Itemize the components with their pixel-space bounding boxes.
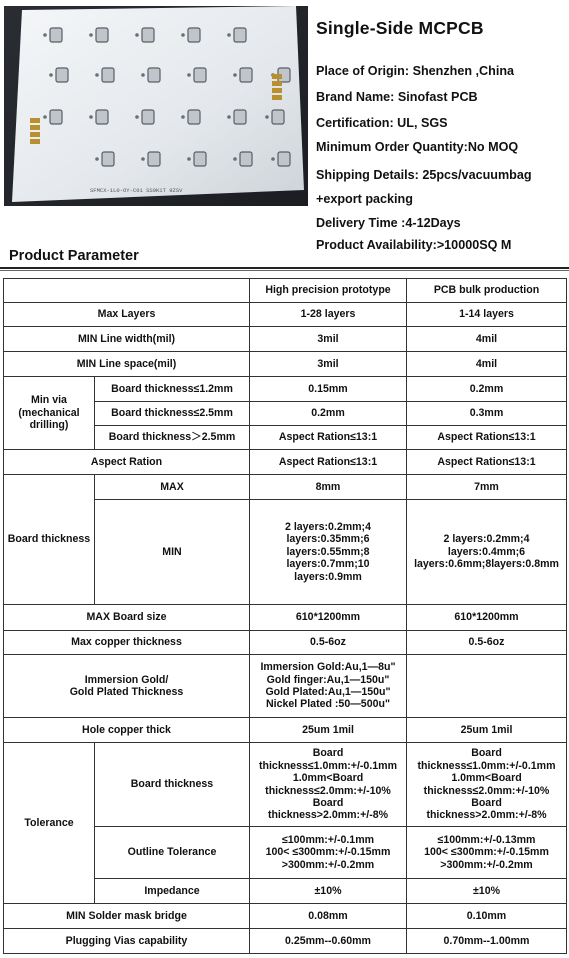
via-hole	[95, 157, 99, 161]
prototype-value: ±10%	[250, 879, 407, 904]
via-hole	[265, 115, 269, 119]
via-hole	[271, 157, 275, 161]
led-pad	[56, 68, 68, 82]
led-pad	[50, 110, 62, 124]
row-label: MIN Line space(mil)	[4, 352, 250, 377]
prototype-value: 3mil	[250, 352, 407, 377]
product-header	[0, 0, 569, 252]
prototype-value: Aspect Ration≤13:1	[250, 426, 407, 450]
via-hole	[227, 33, 231, 37]
value-line: layers:0.35mm;6	[286, 533, 370, 546]
spec-moq: Minimum Order Quantity:No MOQ	[316, 140, 519, 154]
pcb-product-image	[4, 6, 308, 206]
value-line: Board	[312, 796, 344, 809]
via-hole	[141, 73, 145, 77]
value-line: layers:0.9mm	[294, 570, 362, 583]
bulk-value	[407, 655, 567, 718]
spec-panel	[312, 6, 567, 252]
value-line: layers:0.7mm;10	[286, 558, 370, 571]
led-pad	[194, 68, 206, 82]
row-label	[4, 655, 250, 718]
table-row	[4, 655, 567, 718]
prototype-value: 0.5-6oz	[250, 631, 407, 655]
value-line: >300mm:+/-0.2mm	[281, 858, 375, 871]
prototype-value: 610*1200mm	[250, 605, 407, 631]
value-line: layers:0.4mm;6	[447, 545, 526, 558]
via-hole	[89, 33, 93, 37]
led-pad	[188, 28, 200, 42]
value-line: 100< ≤300mm:+/-0.15mm	[424, 846, 549, 859]
table-row	[4, 352, 567, 377]
value-line: Nickel Plated :50—500u"	[266, 698, 390, 711]
row-label: MIN Line width(mil)	[4, 327, 250, 352]
prototype-value: Aspect Ration≤13:1	[250, 450, 407, 475]
connector-pad	[30, 118, 40, 123]
table-row	[4, 605, 567, 631]
via-hole	[43, 33, 47, 37]
connector-pad	[272, 74, 282, 79]
sub-label: Outline Tolerance	[95, 827, 250, 879]
prototype-value: 0.2mm	[250, 402, 407, 426]
connector-pad	[30, 125, 40, 130]
led-pad	[278, 152, 290, 166]
value-line: 2 layers:0.2mm;4	[285, 520, 371, 533]
section-title: Product Parameter	[9, 248, 139, 264]
bulk-value: 0.2mm	[407, 377, 567, 402]
section-divider-thin	[0, 270, 569, 271]
prototype-value: 0.08mm	[250, 904, 407, 929]
header-prototype: High precision prototype	[250, 279, 407, 303]
connector-pad	[272, 81, 282, 86]
value-line: layers:0.6mm;8layers:0.8mm	[414, 558, 559, 571]
value-line: layers:0.55mm;8	[286, 545, 370, 558]
bulk-value: 0.10mm	[407, 904, 567, 929]
led-pad	[272, 110, 284, 124]
sub-label: Board thickness＞2.5mm	[95, 426, 250, 450]
bulk-value: 0.70mm--1.00mm	[407, 929, 567, 954]
min-via-label	[4, 377, 95, 450]
value-line: 100< ≤300mm:+/-0.15mm	[265, 846, 391, 859]
led-pad	[234, 110, 246, 124]
prototype-value: 8mm	[250, 475, 407, 500]
led-pad	[142, 110, 154, 124]
label-line: Min via	[31, 394, 67, 407]
led-pad	[102, 152, 114, 166]
value-line: >300mm:+/-0.2mm	[440, 858, 533, 871]
connector-pad	[272, 88, 282, 93]
prototype-value	[250, 827, 407, 879]
led-pad	[148, 152, 160, 166]
led-pad	[240, 152, 252, 166]
led-pad	[148, 68, 160, 82]
via-hole	[135, 33, 139, 37]
pcb-board-illustration	[4, 6, 308, 206]
label-line: Immersion Gold/	[84, 673, 169, 686]
label-line: (mechanical	[18, 406, 80, 419]
via-hole	[187, 73, 191, 77]
value-line: thickness>2.0mm:+/-8%	[426, 809, 547, 822]
led-pad	[142, 28, 154, 42]
via-hole	[187, 157, 191, 161]
connector-pad	[30, 132, 40, 137]
board-label: SFMCX-1L0-OY-C01 SS9K1T 9ZSV	[90, 187, 183, 194]
value-line: ≤100mm:+/-0.1mm	[281, 833, 375, 846]
row-label: MAX Board size	[4, 605, 250, 631]
via-hole	[233, 73, 237, 77]
row-label: Max Layers	[4, 303, 250, 327]
bulk-value: 0.3mm	[407, 402, 567, 426]
value-line: thickness≤1.0mm:+/-0.1mm	[258, 759, 397, 772]
via-hole	[43, 115, 47, 119]
product-parameter-table	[3, 278, 567, 954]
value-line: 2 layers:0.2mm;4	[443, 533, 530, 546]
value-line: Board	[471, 747, 502, 760]
sub-label: Board thickness≤1.2mm	[95, 377, 250, 402]
sub-label: Board thickness	[95, 743, 250, 827]
prototype-value: 0.25mm--0.60mm	[250, 929, 407, 954]
prototype-value: 1-28 layers	[250, 303, 407, 327]
led-pad	[188, 110, 200, 124]
row-label: Max copper thickness	[4, 631, 250, 655]
product-title: Single-Side MCPCB	[316, 18, 484, 38]
value-line: Board	[471, 796, 502, 809]
led-pad	[50, 28, 62, 42]
led-pad	[194, 152, 206, 166]
tolerance-label: Tolerance	[4, 743, 95, 904]
row-label: Hole copper thick	[4, 718, 250, 743]
prototype-value: 0.15mm	[250, 377, 407, 402]
connector-pad	[272, 95, 282, 100]
via-hole	[135, 115, 139, 119]
via-hole	[89, 115, 93, 119]
prototype-value	[250, 500, 407, 605]
table-row	[4, 475, 567, 500]
bulk-value: 25um 1mil	[407, 718, 567, 743]
row-label: Aspect Ration	[4, 450, 250, 475]
led-pad	[240, 68, 252, 82]
bulk-value: 4mil	[407, 352, 567, 377]
via-hole	[181, 115, 185, 119]
bulk-value: 0.5-6oz	[407, 631, 567, 655]
value-line: thickness≤2.0mm:+/-10%	[423, 784, 550, 797]
led-pad	[234, 28, 246, 42]
value-line: 1.0mm<Board	[451, 772, 522, 785]
prototype-value: 25um 1mil	[250, 718, 407, 743]
via-hole	[49, 73, 53, 77]
label-line: Gold Plated Thickness	[69, 686, 184, 698]
via-hole	[181, 33, 185, 37]
table-row	[4, 303, 567, 327]
led-pad	[96, 110, 108, 124]
bulk-value: ±10%	[407, 879, 567, 904]
row-label: Plugging Vias capability	[4, 929, 250, 954]
section-header	[0, 248, 569, 272]
table-row	[4, 743, 567, 827]
table-row	[4, 377, 567, 402]
spec-shipping: Shipping Details: 25pcs/vacuumbag	[316, 168, 532, 182]
bulk-value: 610*1200mm	[407, 605, 567, 631]
value-line: ≤100mm:+/-0.13mm	[437, 833, 536, 846]
bulk-value	[407, 500, 567, 605]
table-row	[4, 718, 567, 743]
prototype-value	[250, 655, 407, 718]
table-row	[4, 450, 567, 475]
prototype-value	[250, 743, 407, 827]
value-line: Immersion Gold:Au,1—8u"	[260, 661, 396, 674]
via-hole	[141, 157, 145, 161]
value-line: Gold finger:Au,1—150u"	[266, 673, 390, 686]
sub-label: MIN	[95, 500, 250, 605]
via-hole	[233, 157, 237, 161]
table-header-row	[4, 279, 567, 303]
value-line: Gold Plated:Au,1—150u"	[265, 686, 391, 698]
bulk-value	[407, 743, 567, 827]
board-thickness-label: Board thickness	[4, 475, 95, 605]
spec-brand: Brand Name: Sinofast PCB	[316, 90, 478, 104]
spec-packing: +export packing	[316, 192, 413, 206]
prototype-value: 3mil	[250, 327, 407, 352]
table-row	[4, 631, 567, 655]
sub-label: Impedance	[95, 879, 250, 904]
bulk-value: Aspect Ration≤13:1	[407, 426, 567, 450]
sub-label: MAX	[95, 475, 250, 500]
header-bulk: PCB bulk production	[407, 279, 567, 303]
spec-delivery: Delivery Time :4-12Days	[316, 216, 461, 230]
section-divider	[0, 267, 569, 269]
via-hole	[95, 73, 99, 77]
value-line: thickness≤1.0mm:+/-0.1mm	[417, 759, 556, 772]
connector-pad	[30, 139, 40, 144]
value-line: Board	[312, 747, 344, 760]
bulk-value: 1-14 layers	[407, 303, 567, 327]
bulk-value: 4mil	[407, 327, 567, 352]
bulk-value: 7mm	[407, 475, 567, 500]
table-row	[4, 327, 567, 352]
row-label: MIN Solder mask bridge	[4, 904, 250, 929]
value-line: 1.0mm<Board	[292, 772, 364, 785]
sub-label: Board thickness≤2.5mm	[95, 402, 250, 426]
table-row	[4, 904, 567, 929]
spec-origin: Place of Origin: Shenzhen ,China	[316, 64, 515, 78]
led-pad	[102, 68, 114, 82]
led-pad	[96, 28, 108, 42]
header-empty-cell	[4, 279, 250, 303]
value-line: thickness>2.0mm:+/-8%	[267, 809, 389, 822]
label-line: drilling)	[29, 419, 69, 432]
via-hole	[227, 115, 231, 119]
table-row	[4, 929, 567, 954]
bulk-value	[407, 827, 567, 879]
value-line: thickness≤2.0mm:+/-10%	[265, 784, 391, 797]
spec-availability: Product Availability:>10000SQ M	[316, 238, 512, 252]
bulk-value: Aspect Ration≤13:1	[407, 450, 567, 475]
spec-certification: Certification: UL, SGS	[316, 116, 448, 130]
